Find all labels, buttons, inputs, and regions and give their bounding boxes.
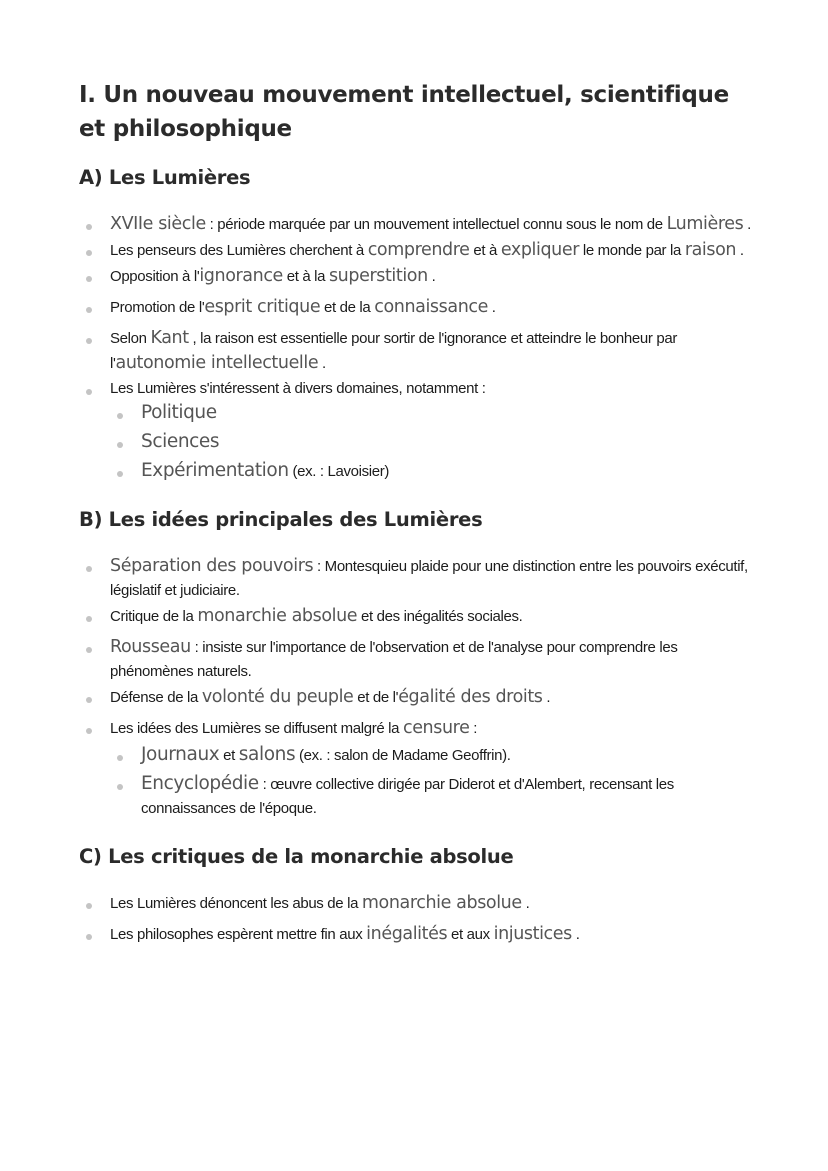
key-term: volonté du peuple [201, 687, 354, 707]
item-text: et de la [320, 299, 375, 316]
item-text: Les Lumières dénoncent les abus de la [110, 895, 362, 912]
key-term: raison [684, 240, 737, 260]
key-term: injustices [493, 924, 572, 944]
key-term: esprit critique [204, 297, 321, 317]
key-term: monarchie absolue [361, 893, 522, 913]
item-text: : [469, 720, 478, 737]
item-text: (ex. : salon de Madame Geoffrin). [295, 747, 511, 764]
item-text: Les Lumières s'intéressent à divers domaines, notamment : [110, 380, 486, 397]
item-text: et [219, 747, 239, 764]
section-heading: B) Les idées principales des Lumières [79, 508, 483, 531]
key-term: Politique [141, 402, 217, 423]
list-item [79, 635, 759, 684]
list-item [79, 922, 759, 947]
item-text: et des inégalités sociales. [357, 608, 523, 625]
item-text: Critique de la [110, 608, 198, 625]
item-text: . [427, 268, 436, 285]
key-term: Rousseau [110, 637, 191, 657]
list-item [79, 554, 759, 603]
sub-list [110, 743, 759, 821]
item-text: Selon [110, 330, 151, 347]
item-text: . [318, 355, 326, 372]
item-text: Promotion de l' [110, 299, 205, 316]
item-text: Défense de la [110, 689, 202, 706]
key-term: comprendre [367, 240, 470, 260]
key-term: ignorance [199, 266, 283, 286]
list-item [79, 716, 759, 821]
item-text: . [743, 216, 751, 233]
list-item [79, 326, 759, 376]
sub-list [110, 401, 759, 484]
key-term: Kant [150, 328, 189, 348]
item-text: . [487, 299, 496, 316]
key-term: Journaux [141, 744, 220, 765]
bullet-list [79, 554, 759, 821]
item-text: : période marquée par un mouvement intellectuel connu sous le nom de [205, 216, 667, 233]
item-text: . [571, 926, 580, 943]
sub-list-item [110, 459, 759, 484]
item-text: . [521, 895, 530, 912]
section-c [79, 843, 759, 947]
item-text: : insiste sur l'importance de l'observation et de l'analyse pour comprendre les phénomènes naturels. [110, 639, 678, 680]
key-term: monarchie absolue [197, 606, 358, 626]
key-term: inégalités [366, 924, 448, 944]
key-term: égalité des droits [398, 687, 543, 707]
section-b [79, 506, 759, 821]
item-text: et aux [447, 926, 494, 943]
item-text: : Montesquieu plaide pour une distinction entre les pouvoirs exécutif, législatif et judiciaire. [110, 558, 748, 599]
sub-list-item [110, 430, 759, 455]
item-text: et de l' [353, 689, 399, 706]
sub-list-item [110, 772, 759, 821]
item-text: et à la [282, 268, 329, 285]
list-item [79, 238, 759, 263]
key-term: Encyclopédie [141, 773, 259, 794]
list-item [79, 264, 759, 289]
list-item [79, 604, 759, 629]
sub-list-item [110, 743, 759, 768]
key-term: Sciences [141, 431, 220, 452]
key-term: connaissance [374, 297, 488, 317]
section-heading: C) Les critiques de la monarchie absolue [79, 845, 514, 868]
key-term: autonomie intellectuelle [115, 353, 319, 373]
key-term: Lumières [666, 214, 744, 234]
page-title: I. Un nouveau mouvement intellectuel, scientifique et philosophique [79, 82, 729, 142]
document-page [79, 78, 759, 969]
sub-list-item [110, 401, 759, 426]
list-item [79, 685, 759, 710]
item-text: Les philosophes espèrent mettre fin aux [110, 926, 367, 943]
item-text: (ex. : Lavoisier) [288, 463, 390, 480]
key-term: expliquer [500, 240, 580, 260]
key-term: censure [402, 718, 470, 738]
item-text: : œuvre collective dirigée par Diderot et d'Alembert, recensant les connaissances de l'époque. [141, 776, 674, 817]
list-item [79, 377, 759, 484]
key-term: salons [238, 744, 296, 765]
key-term: Expérimentation [141, 460, 289, 481]
item-text: , la raison est essentielle pour sortir de l'ignorance et atteindre le bonheur par l' [110, 330, 677, 372]
item-text: le monde par la [579, 242, 685, 259]
item-text: . [542, 689, 551, 706]
item-text: . [736, 242, 744, 259]
key-term: XVIIe siècle [110, 214, 206, 234]
bullet-list [79, 212, 759, 484]
item-text: Les idées des Lumières se diffusent malgré la [110, 720, 403, 737]
list-item [79, 295, 759, 320]
item-text: Les penseurs des Lumières cherchent à [110, 242, 368, 259]
section-heading: A) Les Lumières [79, 166, 251, 189]
bullet-list [79, 891, 759, 947]
key-term: superstition [328, 266, 428, 286]
item-text: Opposition à l' [110, 268, 200, 285]
list-item [79, 212, 759, 237]
section-a [79, 164, 759, 484]
key-term: Séparation des pouvoirs [110, 556, 314, 576]
item-text: et à [469, 242, 501, 259]
list-item [79, 891, 759, 916]
